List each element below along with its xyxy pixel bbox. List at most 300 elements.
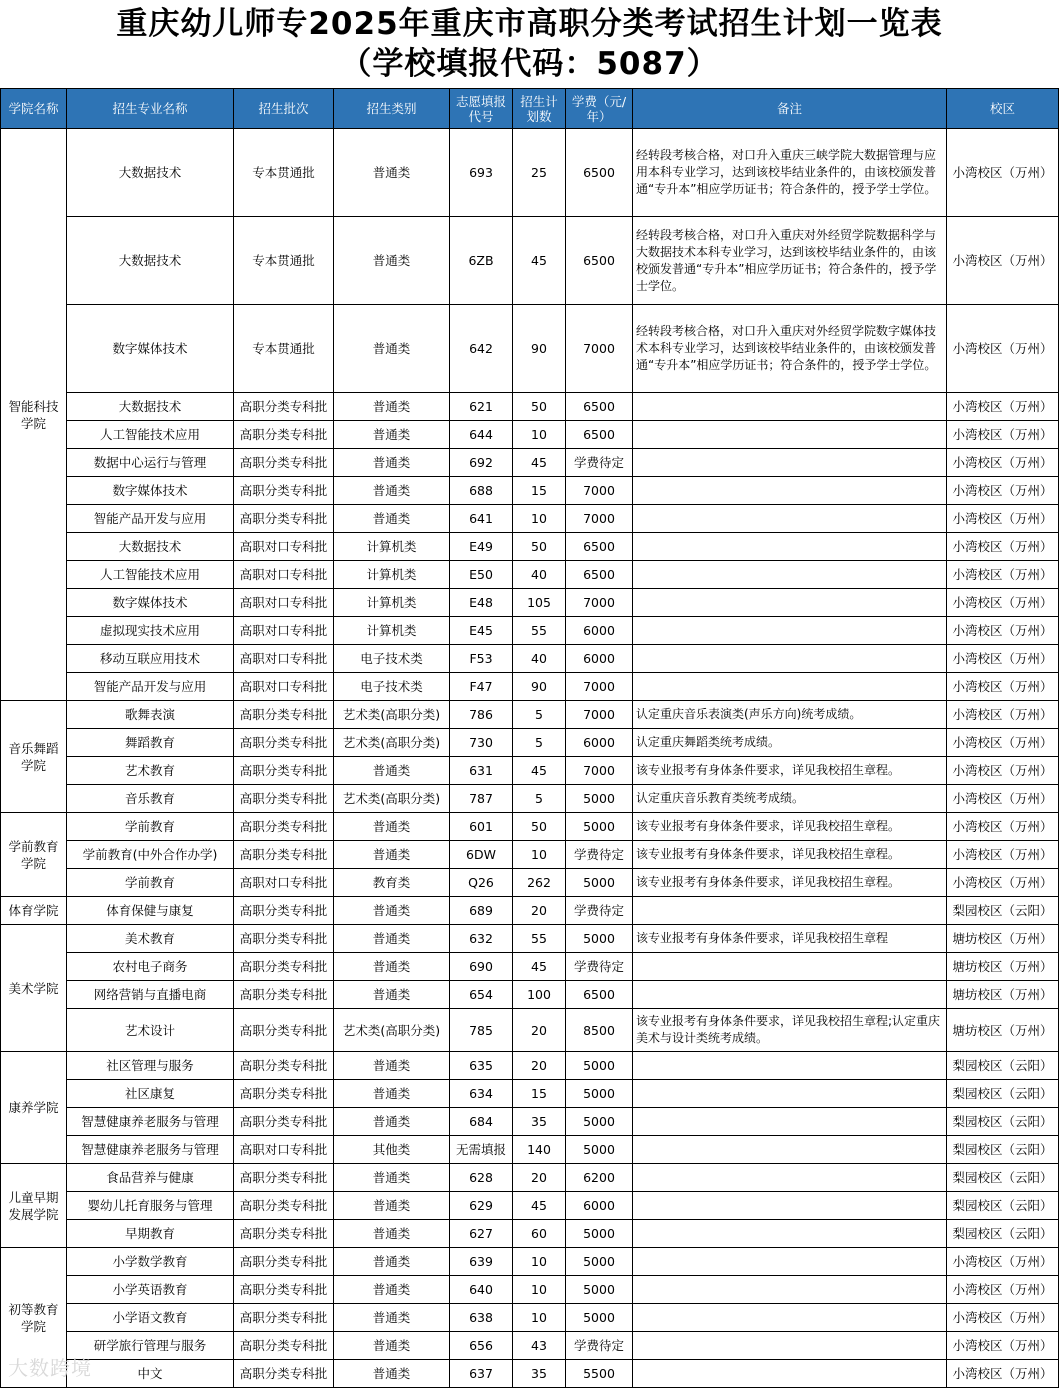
- batch-cell: 高职对口专科批: [234, 1136, 334, 1164]
- note-cell: [633, 1248, 947, 1276]
- campus-cell: 塘坊校区（万州）: [947, 953, 1059, 981]
- category-cell: 艺术类(高职分类): [334, 701, 450, 729]
- fee-cell: 5000: [566, 1304, 633, 1332]
- plan-cell: 15: [513, 1080, 566, 1108]
- plan-cell: 90: [513, 673, 566, 701]
- batch-cell: 高职分类专科批: [234, 1009, 334, 1052]
- category-cell: 计算机类: [334, 617, 450, 645]
- note-cell: [633, 897, 947, 925]
- plan-cell: 45: [513, 757, 566, 785]
- major-cell: 婴幼儿托育服务与管理: [67, 1192, 234, 1220]
- category-cell: 普通类: [334, 757, 450, 785]
- table-row: [1, 217, 1059, 305]
- campus-cell: 小湾校区（万州）: [947, 449, 1059, 477]
- code-cell: 785: [450, 1009, 513, 1052]
- major-cell: 数字媒体技术: [67, 589, 234, 617]
- campus-cell: 塘坊校区（万州）: [947, 925, 1059, 953]
- category-cell: 计算机类: [334, 589, 450, 617]
- category-cell: 普通类: [334, 505, 450, 533]
- header-batch: 招生批次: [234, 89, 334, 129]
- table-row: [1, 1164, 1059, 1192]
- fee-cell: 5000: [566, 785, 633, 813]
- batch-cell: 高职分类专科批: [234, 421, 334, 449]
- table-row: [1, 785, 1059, 813]
- table-row: [1, 1108, 1059, 1136]
- campus-cell: 小湾校区（万州）: [947, 645, 1059, 673]
- major-cell: 小学语文教育: [67, 1304, 234, 1332]
- table-row: [1, 1192, 1059, 1220]
- note-cell: [633, 1304, 947, 1332]
- code-cell: 627: [450, 1220, 513, 1248]
- note-cell: 经转段考核合格，对口升入重庆对外经贸学院数字媒体技术本科专业学习，达到该校毕结业条件的，由该校颁发普通“专升本”相应学历证书；符合条件的，授予学士学位。: [633, 305, 947, 393]
- note-cell: [633, 1108, 947, 1136]
- note-cell: [633, 1136, 947, 1164]
- code-cell: 690: [450, 953, 513, 981]
- note-cell: 该专业报考有身体条件要求，详见我校招生章程: [633, 925, 947, 953]
- note-cell: [633, 981, 947, 1009]
- note-cell: [633, 393, 947, 421]
- note-cell: [633, 449, 947, 477]
- code-cell: F47: [450, 673, 513, 701]
- category-cell: 普通类: [334, 1080, 450, 1108]
- category-cell: 普通类: [334, 925, 450, 953]
- note-cell: 认定重庆舞蹈类统考成绩。: [633, 729, 947, 757]
- plan-cell: 10: [513, 1248, 566, 1276]
- note-cell: [633, 617, 947, 645]
- major-cell: 音乐教育: [67, 785, 234, 813]
- code-cell: F53: [450, 645, 513, 673]
- batch-cell: 专本贯通批: [234, 129, 334, 217]
- fee-cell: 6000: [566, 617, 633, 645]
- major-cell: 食品营养与健康: [67, 1164, 234, 1192]
- note-cell: 认定重庆音乐教育类统考成绩。: [633, 785, 947, 813]
- college-cell: 儿童早期发展学院: [1, 1164, 67, 1248]
- plan-cell: 55: [513, 925, 566, 953]
- category-cell: 电子技术类: [334, 673, 450, 701]
- fee-cell: 7000: [566, 505, 633, 533]
- batch-cell: 高职分类专科批: [234, 449, 334, 477]
- category-cell: 普通类: [334, 393, 450, 421]
- code-cell: 629: [450, 1192, 513, 1220]
- plan-cell: 25: [513, 129, 566, 217]
- campus-cell: 小湾校区（万州）: [947, 589, 1059, 617]
- category-cell: 教育类: [334, 869, 450, 897]
- code-cell: 730: [450, 729, 513, 757]
- header-note: 备注: [633, 89, 947, 129]
- campus-cell: 小湾校区（万州）: [947, 1276, 1059, 1304]
- batch-cell: 高职对口专科批: [234, 561, 334, 589]
- campus-cell: 梨园校区（云阳）: [947, 1164, 1059, 1192]
- campus-cell: 小湾校区（万州）: [947, 785, 1059, 813]
- code-cell: 787: [450, 785, 513, 813]
- batch-cell: 高职分类专科批: [234, 1304, 334, 1332]
- table-row: [1, 1136, 1059, 1164]
- campus-cell: 小湾校区（万州）: [947, 617, 1059, 645]
- code-cell: 689: [450, 897, 513, 925]
- table-row: [1, 869, 1059, 897]
- major-cell: 社区管理与服务: [67, 1052, 234, 1080]
- category-cell: 普通类: [334, 981, 450, 1009]
- batch-cell: 高职分类专科批: [234, 1276, 334, 1304]
- note-cell: 经转段考核合格，对口升入重庆对外经贸学院数据科学与大数据技术本科专业学习，达到该校毕结业条件的，由该校颁发普通“专升本”相应学历证书；符合条件的，授予学士学位。: [633, 217, 947, 305]
- fee-cell: 5500: [566, 1360, 633, 1388]
- code-cell: E49: [450, 533, 513, 561]
- batch-cell: 高职对口专科批: [234, 589, 334, 617]
- code-cell: 631: [450, 757, 513, 785]
- code-cell: 684: [450, 1108, 513, 1136]
- fee-cell: 6500: [566, 981, 633, 1009]
- batch-cell: 高职分类专科批: [234, 757, 334, 785]
- code-cell: 601: [450, 813, 513, 841]
- batch-cell: 高职分类专科批: [234, 1080, 334, 1108]
- fee-cell: 5000: [566, 1248, 633, 1276]
- campus-cell: 小湾校区（万州）: [947, 505, 1059, 533]
- batch-cell: 高职对口专科批: [234, 533, 334, 561]
- fee-cell: 6500: [566, 533, 633, 561]
- batch-cell: 高职分类专科批: [234, 1332, 334, 1360]
- fee-cell: 学费待定: [566, 897, 633, 925]
- note-cell: [633, 561, 947, 589]
- major-cell: 学前教育: [67, 813, 234, 841]
- category-cell: 其他类: [334, 1136, 450, 1164]
- note-cell: 该专业报考有身体条件要求，详见我校招生章程。: [633, 869, 947, 897]
- fee-cell: 5000: [566, 1136, 633, 1164]
- fee-cell: 5000: [566, 813, 633, 841]
- campus-cell: 小湾校区（万州）: [947, 129, 1059, 217]
- major-cell: 智慧健康养老服务与管理: [67, 1136, 234, 1164]
- fee-cell: 7000: [566, 701, 633, 729]
- fee-cell: 7000: [566, 757, 633, 785]
- table-row: [1, 645, 1059, 673]
- enrollment-plan-table: [0, 88, 1059, 1388]
- table-row: [1, 729, 1059, 757]
- plan-cell: 35: [513, 1108, 566, 1136]
- fee-cell: 6000: [566, 729, 633, 757]
- campus-cell: 小湾校区（万州）: [947, 813, 1059, 841]
- plan-cell: 45: [513, 449, 566, 477]
- fee-cell: 6500: [566, 217, 633, 305]
- college-cell: 美术学院: [1, 925, 67, 1052]
- fee-cell: 8500: [566, 1009, 633, 1052]
- table-row: [1, 561, 1059, 589]
- code-cell: E50: [450, 561, 513, 589]
- code-cell: 628: [450, 1164, 513, 1192]
- note-cell: [633, 1192, 947, 1220]
- major-cell: 人工智能技术应用: [67, 421, 234, 449]
- batch-cell: 高职分类专科批: [234, 1052, 334, 1080]
- major-cell: 学前教育(中外合作办学): [67, 841, 234, 869]
- category-cell: 艺术类(高职分类): [334, 729, 450, 757]
- batch-cell: 专本贯通批: [234, 305, 334, 393]
- fee-cell: 6500: [566, 421, 633, 449]
- batch-cell: 高职分类专科批: [234, 1248, 334, 1276]
- batch-cell: 高职分类专科批: [234, 897, 334, 925]
- fee-cell: 6500: [566, 129, 633, 217]
- plan-cell: 43: [513, 1332, 566, 1360]
- note-cell: [633, 1360, 947, 1388]
- batch-cell: 高职对口专科批: [234, 673, 334, 701]
- major-cell: 学前教育: [67, 869, 234, 897]
- major-cell: 大数据技术: [67, 533, 234, 561]
- plan-cell: 10: [513, 421, 566, 449]
- plan-cell: 90: [513, 305, 566, 393]
- campus-cell: 小湾校区（万州）: [947, 701, 1059, 729]
- table-row: [1, 897, 1059, 925]
- category-cell: 普通类: [334, 1276, 450, 1304]
- major-cell: 社区康复: [67, 1080, 234, 1108]
- header-major: 招生专业名称: [67, 89, 234, 129]
- major-cell: 移动互联应用技术: [67, 645, 234, 673]
- fee-cell: 5000: [566, 1052, 633, 1080]
- batch-cell: 高职分类专科批: [234, 477, 334, 505]
- college-cell: 康养学院: [1, 1052, 67, 1164]
- header-campus: 校区: [947, 89, 1059, 129]
- table-row: [1, 1052, 1059, 1080]
- fee-cell: 7000: [566, 477, 633, 505]
- note-cell: [633, 421, 947, 449]
- campus-cell: 塘坊校区（万州）: [947, 981, 1059, 1009]
- plan-cell: 55: [513, 617, 566, 645]
- watermark: 大数跨境: [8, 1356, 92, 1380]
- batch-cell: 高职分类专科批: [234, 1360, 334, 1388]
- title-line-2: （学校填报代码：5087）: [340, 46, 719, 82]
- batch-cell: 高职分类专科批: [234, 1220, 334, 1248]
- category-cell: 普通类: [334, 421, 450, 449]
- note-cell: [633, 533, 947, 561]
- plan-cell: 45: [513, 217, 566, 305]
- category-cell: 普通类: [334, 477, 450, 505]
- code-cell: 641: [450, 505, 513, 533]
- header-plan: 招生计划数: [513, 89, 566, 129]
- category-cell: 普通类: [334, 217, 450, 305]
- table-row: [1, 953, 1059, 981]
- code-cell: 639: [450, 1248, 513, 1276]
- major-cell: 智能产品开发与应用: [67, 673, 234, 701]
- plan-cell: 5: [513, 785, 566, 813]
- campus-cell: 梨园校区（云阳）: [947, 897, 1059, 925]
- category-cell: 普通类: [334, 1052, 450, 1080]
- major-cell: 艺术教育: [67, 757, 234, 785]
- note-cell: 该专业报考有身体条件要求，详见我校招生章程。: [633, 757, 947, 785]
- note-cell: [633, 1220, 947, 1248]
- college-cell: 体育学院: [1, 897, 67, 925]
- table-header-row: [1, 89, 1059, 129]
- batch-cell: 高职分类专科批: [234, 953, 334, 981]
- code-cell: 688: [450, 477, 513, 505]
- note-cell: [633, 589, 947, 617]
- category-cell: 电子技术类: [334, 645, 450, 673]
- table-row: [1, 1080, 1059, 1108]
- code-cell: 654: [450, 981, 513, 1009]
- fee-cell: 5000: [566, 1080, 633, 1108]
- fee-cell: 7000: [566, 589, 633, 617]
- category-cell: 普通类: [334, 841, 450, 869]
- category-cell: 普通类: [334, 897, 450, 925]
- code-cell: 6DW: [450, 841, 513, 869]
- note-cell: [633, 953, 947, 981]
- campus-cell: 小湾校区（万州）: [947, 217, 1059, 305]
- batch-cell: 高职分类专科批: [234, 1108, 334, 1136]
- note-cell: 该专业报考有身体条件要求，详见我校招生章程。: [633, 813, 947, 841]
- header-fee: 学费（元/年）: [566, 89, 633, 129]
- plan-cell: 10: [513, 1276, 566, 1304]
- note-cell: 该专业报考有身体条件要求，详见我校招生章程;认定重庆美术与设计类统考成绩。: [633, 1009, 947, 1052]
- plan-cell: 50: [513, 533, 566, 561]
- code-cell: E45: [450, 617, 513, 645]
- major-cell: 研学旅行管理与服务: [67, 1332, 234, 1360]
- fee-cell: 学费待定: [566, 841, 633, 869]
- code-cell: 632: [450, 925, 513, 953]
- college-cell: 初等教育学院: [1, 1248, 67, 1388]
- code-cell: 640: [450, 1276, 513, 1304]
- code-cell: 6ZB: [450, 217, 513, 305]
- fee-cell: 学费待定: [566, 1332, 633, 1360]
- category-cell: 普通类: [334, 1360, 450, 1388]
- fee-cell: 5000: [566, 925, 633, 953]
- major-cell: 小学英语教育: [67, 1276, 234, 1304]
- table-row: [1, 477, 1059, 505]
- fee-cell: 6500: [566, 561, 633, 589]
- code-cell: 638: [450, 1304, 513, 1332]
- college-cell: 智能科技学院: [1, 129, 67, 701]
- category-cell: 计算机类: [334, 533, 450, 561]
- table-row: [1, 1276, 1059, 1304]
- table-row: [1, 1304, 1059, 1332]
- category-cell: 普通类: [334, 1108, 450, 1136]
- campus-cell: 小湾校区（万州）: [947, 757, 1059, 785]
- major-cell: 智慧健康养老服务与管理: [67, 1108, 234, 1136]
- code-cell: 621: [450, 393, 513, 421]
- major-cell: 农村电子商务: [67, 953, 234, 981]
- fee-cell: 6200: [566, 1164, 633, 1192]
- batch-cell: 高职分类专科批: [234, 701, 334, 729]
- major-cell: 虚拟现实技术应用: [67, 617, 234, 645]
- campus-cell: 小湾校区（万州）: [947, 869, 1059, 897]
- header-college: 学院名称: [1, 89, 67, 129]
- note-cell: [633, 1164, 947, 1192]
- campus-cell: 小湾校区（万州）: [947, 533, 1059, 561]
- table-row: [1, 1009, 1059, 1052]
- plan-cell: 45: [513, 953, 566, 981]
- note-cell: 经转段考核合格，对口升入重庆三峡学院大数据管理与应用本科专业学习，达到该校毕结业条件的，由该校颁发普通“专升本”相应学历证书；符合条件的，授予学士学位。: [633, 129, 947, 217]
- table-row: [1, 701, 1059, 729]
- major-cell: 人工智能技术应用: [67, 561, 234, 589]
- code-cell: 637: [450, 1360, 513, 1388]
- table-row: [1, 1360, 1059, 1388]
- fee-cell: 学费待定: [566, 449, 633, 477]
- batch-cell: 高职分类专科批: [234, 1164, 334, 1192]
- code-cell: 693: [450, 129, 513, 217]
- category-cell: 普通类: [334, 1332, 450, 1360]
- major-cell: 网络营销与直播电商: [67, 981, 234, 1009]
- table-row: [1, 393, 1059, 421]
- major-cell: 数字媒体技术: [67, 477, 234, 505]
- campus-cell: 梨园校区（云阳）: [947, 1108, 1059, 1136]
- category-cell: 艺术类(高职分类): [334, 785, 450, 813]
- batch-cell: 高职分类专科批: [234, 1192, 334, 1220]
- note-cell: 该专业报考有身体条件要求，详见我校招生章程。: [633, 841, 947, 869]
- major-cell: 数据中心运行与管理: [67, 449, 234, 477]
- fee-cell: 6000: [566, 1192, 633, 1220]
- major-cell: 歌舞表演: [67, 701, 234, 729]
- table-row: [1, 981, 1059, 1009]
- campus-cell: 小湾校区（万州）: [947, 305, 1059, 393]
- plan-cell: 20: [513, 1164, 566, 1192]
- title-line-1: 重庆幼儿师专2025年重庆市高职分类考试招生计划一览表: [116, 6, 943, 42]
- code-cell: 786: [450, 701, 513, 729]
- campus-cell: 小湾校区（万州）: [947, 673, 1059, 701]
- plan-cell: 45: [513, 1192, 566, 1220]
- campus-cell: 小湾校区（万州）: [947, 477, 1059, 505]
- plan-cell: 5: [513, 701, 566, 729]
- campus-cell: 小湾校区（万州）: [947, 561, 1059, 589]
- fee-cell: 5000: [566, 869, 633, 897]
- batch-cell: 高职分类专科批: [234, 813, 334, 841]
- table-row: [1, 421, 1059, 449]
- campus-cell: 小湾校区（万州）: [947, 1332, 1059, 1360]
- header-category: 招生类别: [334, 89, 450, 129]
- plan-cell: 35: [513, 1360, 566, 1388]
- fee-cell: 5000: [566, 1108, 633, 1136]
- table-row: [1, 533, 1059, 561]
- fee-cell: 5000: [566, 1276, 633, 1304]
- plan-cell: 100: [513, 981, 566, 1009]
- campus-cell: 梨园校区（云阳）: [947, 1136, 1059, 1164]
- plan-cell: 20: [513, 1009, 566, 1052]
- table-row: [1, 1248, 1059, 1276]
- code-cell: 634: [450, 1080, 513, 1108]
- note-cell: 认定重庆音乐表演类(声乐方向)统考成绩。: [633, 701, 947, 729]
- fee-cell: 7000: [566, 673, 633, 701]
- major-cell: 大数据技术: [67, 217, 234, 305]
- plan-cell: 10: [513, 1304, 566, 1332]
- table-row: [1, 757, 1059, 785]
- table-row: [1, 673, 1059, 701]
- batch-cell: 高职对口专科批: [234, 617, 334, 645]
- batch-cell: 高职分类专科批: [234, 393, 334, 421]
- table-body: [1, 129, 1059, 1388]
- major-cell: 小学数学教育: [67, 1248, 234, 1276]
- campus-cell: 小湾校区（万州）: [947, 1248, 1059, 1276]
- category-cell: 普通类: [334, 305, 450, 393]
- note-cell: [633, 673, 947, 701]
- campus-cell: 小湾校区（万州）: [947, 393, 1059, 421]
- major-cell: 艺术设计: [67, 1009, 234, 1052]
- college-cell: 音乐舞蹈学院: [1, 701, 67, 813]
- fee-cell: 7000: [566, 305, 633, 393]
- note-cell: [633, 1276, 947, 1304]
- major-cell: 美术教育: [67, 925, 234, 953]
- table-row: [1, 925, 1059, 953]
- major-cell: 中文: [67, 1360, 234, 1388]
- major-cell: 体育保健与康复: [67, 897, 234, 925]
- plan-cell: 105: [513, 589, 566, 617]
- table-row: [1, 1220, 1059, 1248]
- note-cell: [633, 505, 947, 533]
- category-cell: 普通类: [334, 1220, 450, 1248]
- major-cell: 智能产品开发与应用: [67, 505, 234, 533]
- plan-cell: 40: [513, 645, 566, 673]
- campus-cell: 小湾校区（万州）: [947, 1304, 1059, 1332]
- category-cell: 普通类: [334, 449, 450, 477]
- fee-cell: 6500: [566, 393, 633, 421]
- code-cell: 635: [450, 1052, 513, 1080]
- college-cell: 学前教育学院: [1, 813, 67, 897]
- table-row: [1, 617, 1059, 645]
- campus-cell: 梨园校区（云阳）: [947, 1052, 1059, 1080]
- batch-cell: 高职分类专科批: [234, 925, 334, 953]
- table-row: [1, 813, 1059, 841]
